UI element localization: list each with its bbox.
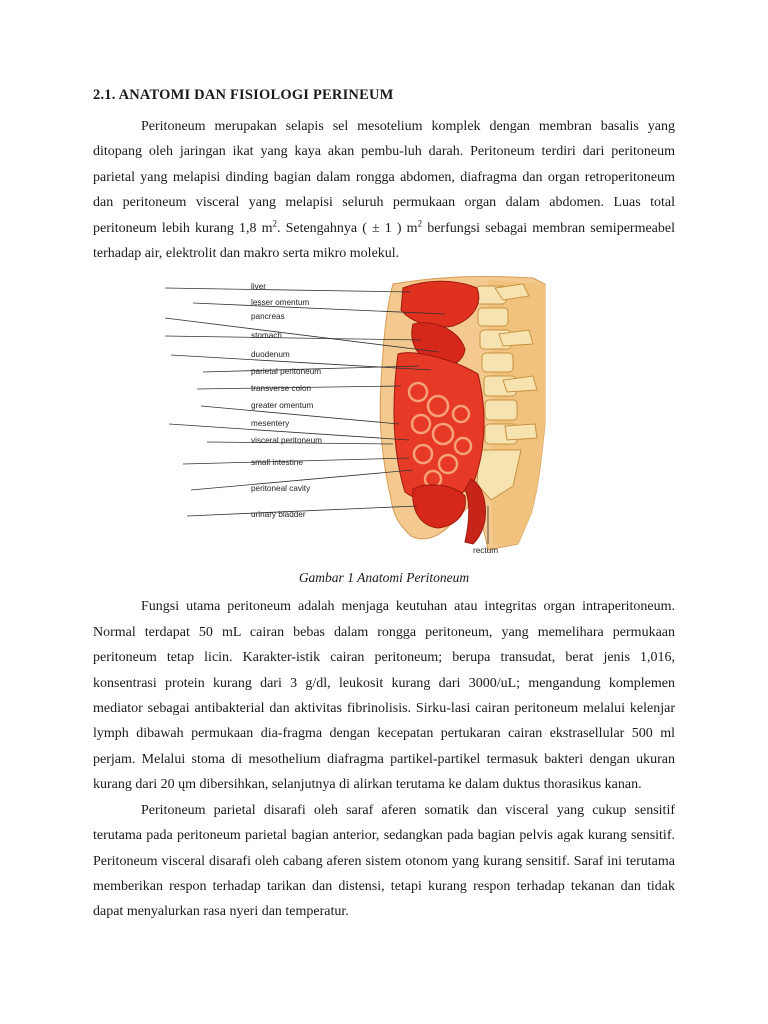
paragraph-1-text-c: berfungsi sebagai membran semipermeabel terhadap air, elektrolit dan makro serta mikro molekul. [93, 220, 675, 262]
label-small-intestine: small intestine [251, 458, 303, 468]
mesentery-area [394, 353, 484, 501]
label-visceral-peritoneum: visceral peritoneum [251, 436, 322, 446]
label-greater-omentum: greater omentum [251, 401, 314, 411]
label-stomach: stomach [251, 331, 282, 341]
label-urinary-bladder: urinary bladder [251, 510, 306, 520]
paragraph-3: Peritoneum parietal disarafi oleh saraf aferen somatik dan visceral yang cukup sensitif terutama pada peritoneum parietal bagian anterior, sedangkan pada bagian pelvis agak kurang sensitif. Peritoneum visceral disarafi oleh cabang aferen sistem otonom yang kurang sensitif. Saraf ini terutama memberikan respon terhadap tarikan dan distensi, tetapi kurang respon terhadap tekanan dan tidak dapat menyalurkan rasa nyeri dan temperatur. [93, 802, 675, 920]
superscript-2: 2 [417, 217, 423, 228]
anatomy-figure [93, 274, 675, 564]
label-liver: liver [251, 282, 267, 292]
label-peritoneal-cavity: peritoneal cavity [251, 484, 311, 494]
superscript-1: 2 [272, 217, 277, 228]
document-body [93, 84, 675, 925]
label-rectum: rectum [473, 546, 499, 556]
peritoneum-illustration [93, 274, 675, 564]
label-pancreas: pancreas [251, 312, 285, 322]
label-duodenum: duodenum [251, 350, 290, 360]
label-mesentery: mesentery [251, 419, 290, 429]
paragraph-1-text-a: Peritoneum merupakan selapis sel mesotelium komplek dengan membran basalis yang ditopang oleh jaringan ikat yang kaya akan pembu-luh darah. Peritoneum terdiri dari peritoneum parietal yang melapisi dinding bagian dalam rongga abdomen, diafragma dan organ retroperitoneum dan peritoneum visceral yang melapisi seluruh permukaan organ dalam abdomen. Luas total peritoneum lebih kurang 1,8 m [93, 119, 675, 236]
section-heading: 2.1. ANATOMI DAN FISIOLOGI PERINEUM [93, 87, 394, 103]
label-parietal-peritoneum: parietal peritoneum [251, 367, 322, 377]
paragraph-1-text-b: . Setengahnya ( ± 1 ) m [276, 220, 418, 236]
paragraph-2: Fungsi utama peritoneum adalah menjaga keutuhan atau integritas organ intraperitoneum. Normal terdapat 50 mL cairan bebas dalam rongga peritoneum, yang memelihara permukaan peritoneum tetap licin. Karakter-istik cairan peritoneum; berupa transudat, berat jenis 1,016, konsentrasi protein kurang dari 3 g/dl, leukosit kurang dari 3000/uL; mengandung komplemen mediator sebagai antibakterial dan aktivitas fibrinolisis. Sirku-lasi cairan peritoneum melalui kelenjar lymph dibawah permukaan dia-fragma dengan kecepatan pertukaran cairan ekstrasellular 500 ml perjam. Melalui stoma di mesothelium diafragma partikel-partikel termasuk bakteri dengan ukuran kurang dari 20 ųm dibersihkan, selanjutnya di alirkan terutama ke dalam duktus thorasikus kanan. [93, 599, 675, 793]
label-transverse-colon: transverse colon [251, 384, 312, 394]
paragraph-1 [93, 114, 675, 266]
figure-caption: Gambar 1 Anatomi Peritoneum [298, 570, 470, 586]
label-lesser-omentum: lesser omentum [251, 298, 310, 308]
